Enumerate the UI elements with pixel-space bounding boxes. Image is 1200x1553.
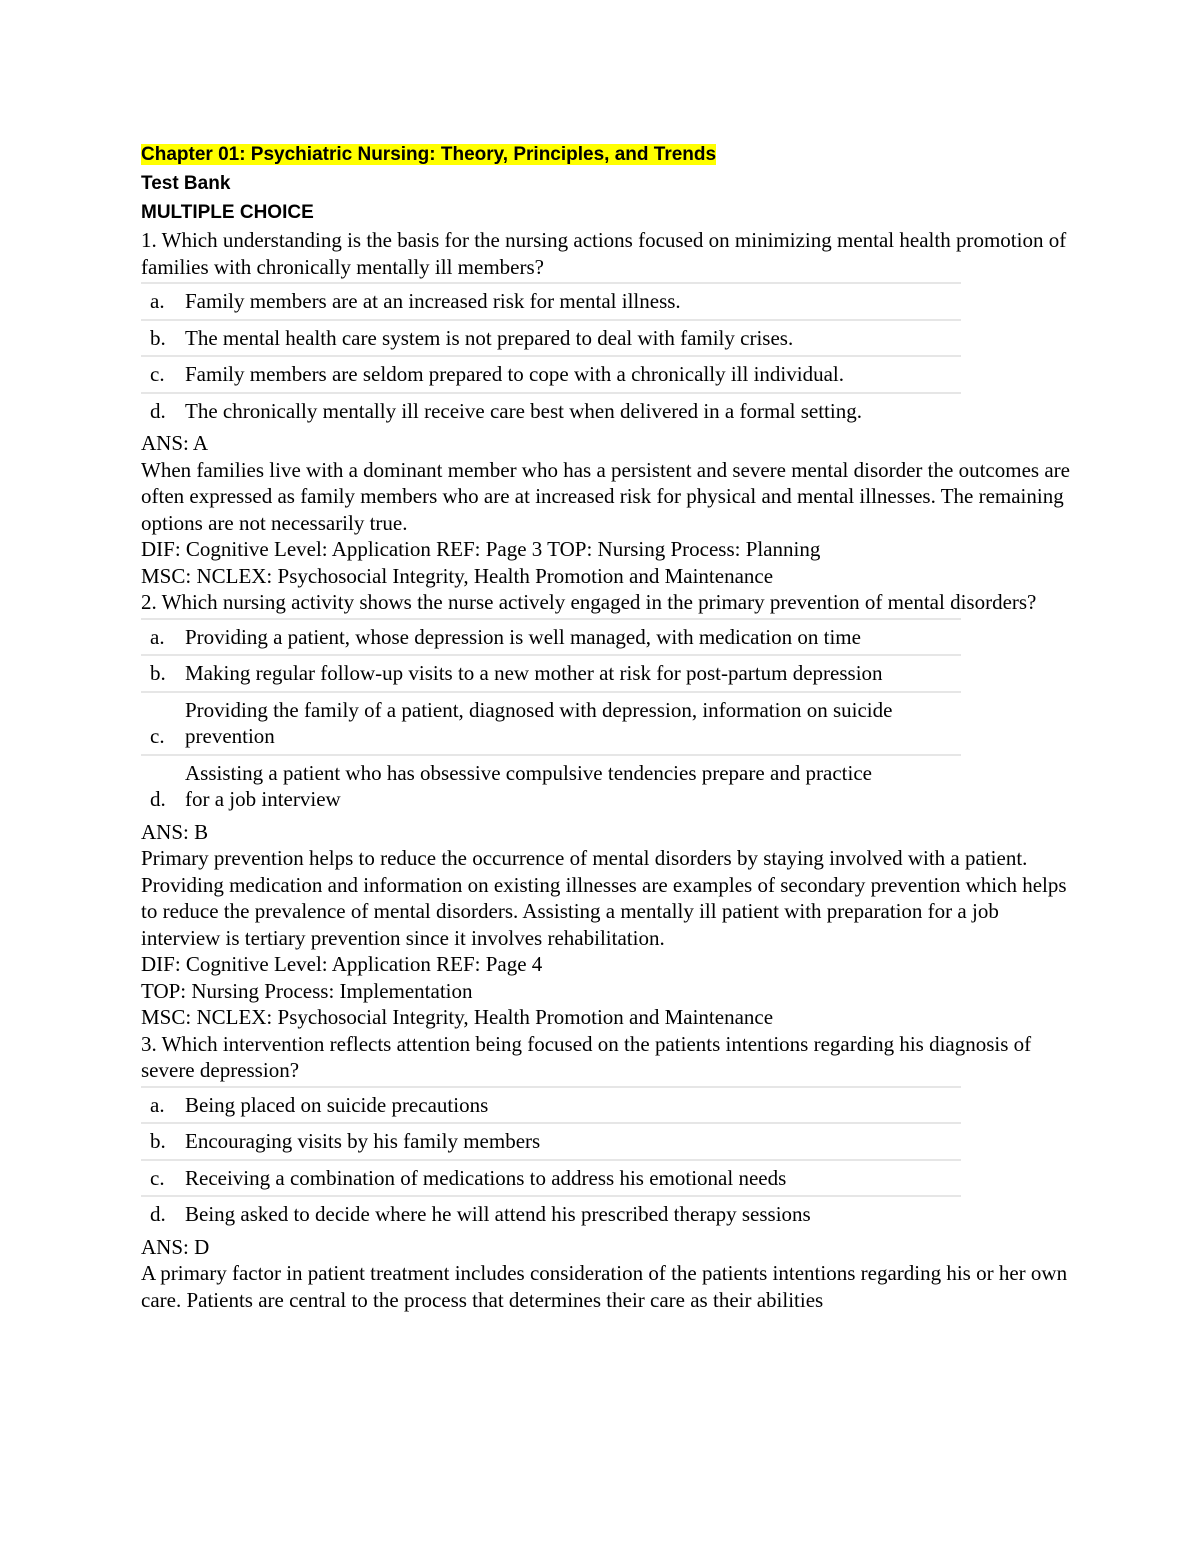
option-row [141, 1161, 961, 1198]
question-2 [141, 589, 1071, 1031]
meta-line: DIF: Cognitive Level: Application REF: Page 4 [141, 952, 543, 976]
question-1 [141, 227, 1071, 589]
option-letter: a. [150, 1092, 165, 1117]
option-row [141, 284, 961, 321]
document-page [141, 140, 1071, 1313]
option-text: Providing the family of a patient, diagnosed with depression, information on suicide prevention [185, 697, 893, 748]
option-text: Family members are seldom prepared to cope with a chronically ill individual. [185, 362, 844, 386]
option-row [141, 656, 961, 693]
option-row [141, 693, 961, 756]
option-text: Encouraging visits by his family members [185, 1129, 541, 1153]
meta-line: MSC: NCLEX: Psychosocial Integrity, Health Promotion and Maintenance [141, 1005, 774, 1029]
options-table [141, 1086, 961, 1232]
answer: ANS: B [141, 819, 209, 844]
chapter-title-highlight: Chapter 01: Psychiatric Nursing: Theory, Principles, and Trends [141, 144, 717, 165]
subtitle: Test Bank [141, 173, 231, 194]
section-heading: MULTIPLE CHOICE [141, 202, 314, 223]
answer: ANS: A [141, 431, 209, 455]
option-text: Being asked to decide where he will attend his prescribed therapy sessions [185, 1202, 811, 1226]
option-letter: b. [150, 1129, 166, 1153]
option-letter: c. [150, 362, 165, 386]
option-row [141, 321, 961, 358]
question-stem: 2. Which nursing activity shows the nurse actively engaged in the primary prevention of mental disorders? [141, 590, 1037, 614]
option-letter: c. [150, 1165, 165, 1190]
option-letter: b. [150, 325, 166, 350]
chapter-title [141, 140, 1071, 169]
rationale: Primary prevention helps to reduce the occurrence of mental disorders by staying involved with a patient. Providing medication and information on existing illnesses are examples of secondary prevention which helps to reduce the prevalence of mental disorders. Assisting a mentally ill patient with preparation for a job interview is tertiary prevention since it involves rehabilitation. [141, 846, 1067, 950]
option-letter: d. [150, 398, 166, 423]
option-row [141, 394, 961, 429]
rationale: When families live with a dominant member who has a persistent and severe mental disorder the outcomes are often expressed as family members who are at increased risk for physical and mental illnesses. The remaining options are not necessarily true. [141, 457, 1070, 535]
option-row [141, 1124, 961, 1161]
option-row [141, 357, 961, 394]
option-letter: d. [150, 787, 166, 811]
option-letter: d. [150, 1202, 166, 1226]
option-row [141, 1197, 961, 1232]
option-text: Being placed on suicide precautions [185, 1092, 489, 1117]
option-letter: a. [150, 624, 165, 649]
option-text: Family members are at an increased risk for mental illness. [185, 289, 681, 313]
question-stem: 1. Which understanding is the basis for the nursing actions focused on minimizing mental health promotion of families with chronically mentally ill members? [141, 228, 1067, 279]
option-letter: b. [150, 661, 166, 685]
option-row [141, 756, 961, 817]
option-text: Assisting a patient who has obsessive compulsive tendencies prepare and practice for a job interview [185, 760, 872, 811]
meta-line: MSC: NCLEX: Psychosocial Integrity, Health Promotion and Maintenance [141, 563, 774, 588]
options-table [141, 618, 961, 817]
options-table [141, 282, 961, 428]
question-3 [141, 1031, 1071, 1314]
meta-line: DIF: Cognitive Level: Application REF: Page 3 TOP: Nursing Process: Planning [141, 537, 821, 561]
answer: ANS: D [141, 1234, 210, 1259]
option-text: Providing a patient, whose depression is well managed, with medication on time [185, 624, 861, 649]
option-text: The mental health care system is not prepared to deal with family crises. [185, 325, 794, 350]
option-row [141, 1088, 961, 1125]
option-row [141, 620, 961, 657]
option-text: The chronically mentally ill receive care best when delivered in a formal setting. [185, 398, 862, 423]
option-letter: c. [150, 724, 165, 748]
option-text: Receiving a combination of medications to address his emotional needs [185, 1165, 787, 1190]
option-text: Making regular follow-up visits to a new mother at risk for post-partum depression [185, 661, 883, 685]
question-stem: 3. Which intervention reflects attention being focused on the patients intentions regarding his diagnosis of severe depression? [141, 1031, 1032, 1082]
option-letter: a. [150, 289, 165, 313]
rationale: A primary factor in patient treatment includes consideration of the patients intentions regarding his or her own care. Patients are central to the process that determines their care as their abilities [141, 1261, 1068, 1312]
meta-line: TOP: Nursing Process: Implementation [141, 978, 473, 1003]
